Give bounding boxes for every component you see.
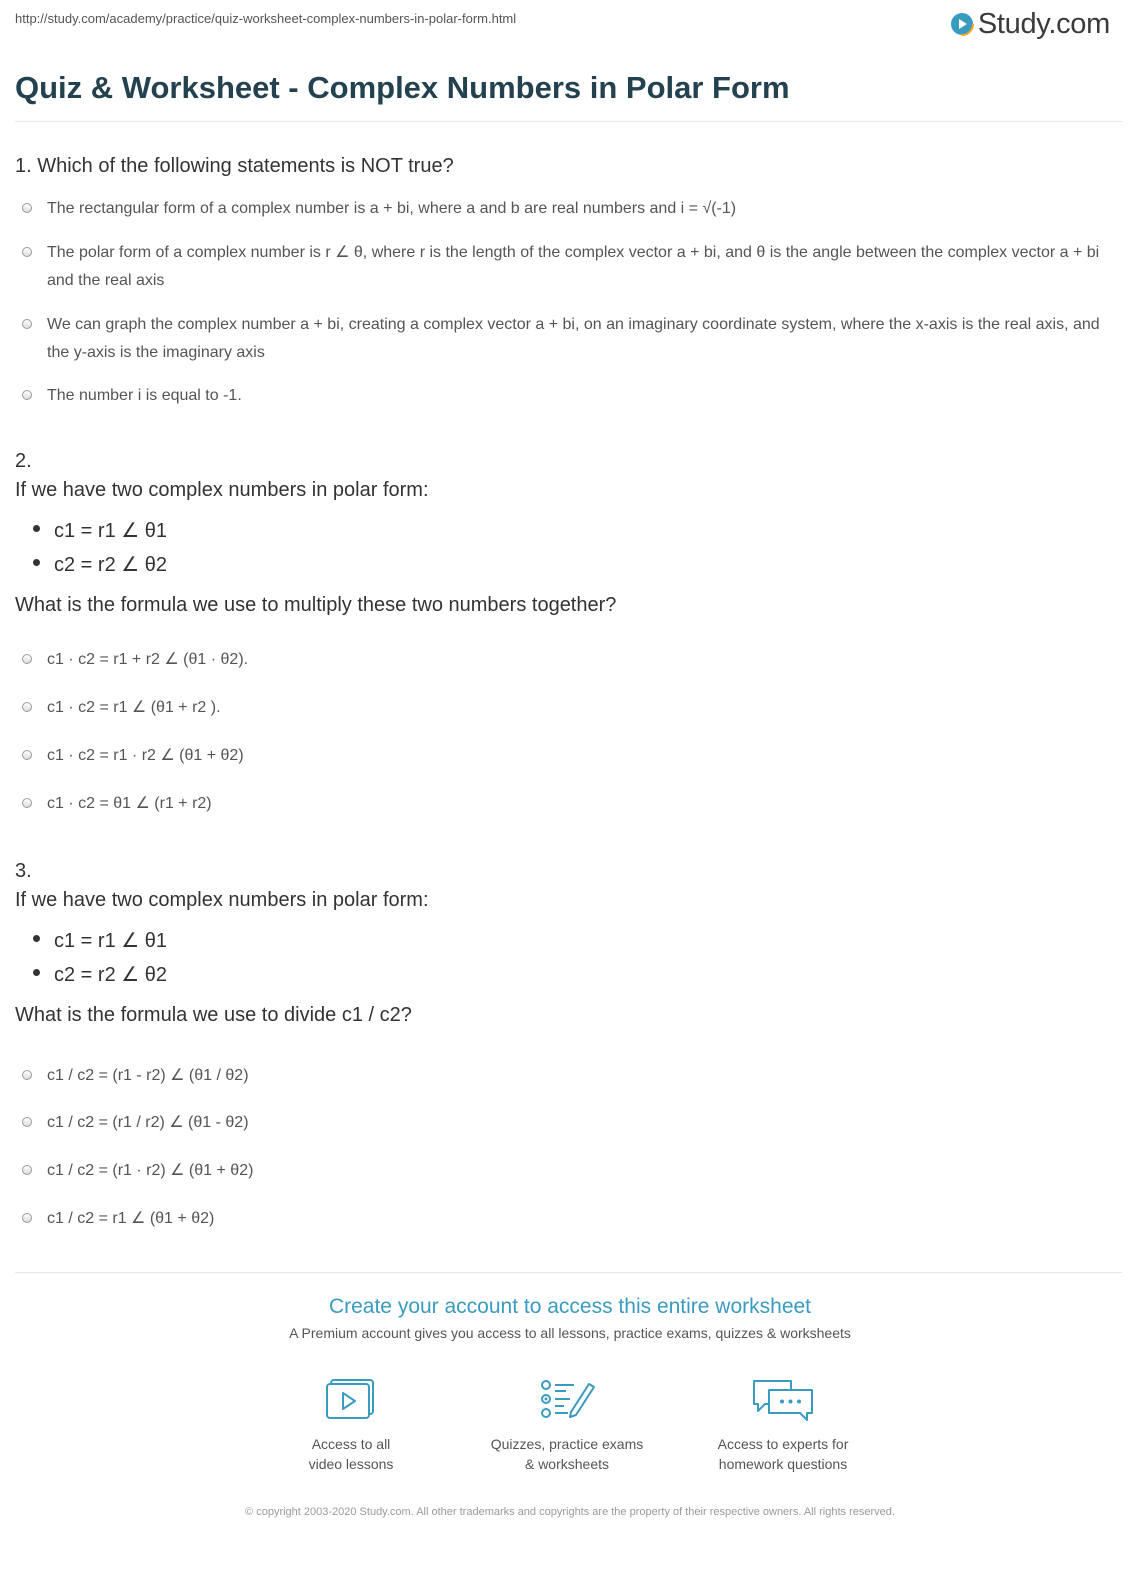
radio-button[interactable] (22, 654, 32, 664)
feature-video-lessons (251, 1378, 451, 1474)
feature-experts (683, 1378, 883, 1474)
bullet-dot (33, 935, 40, 942)
q1-option-2[interactable] (22, 239, 1122, 295)
question-2-number: 2. (15, 450, 32, 472)
option-text: c1 · c2 = r1 · r2 ∠ (θ1 + θ2) (47, 747, 244, 764)
option-text: c1 / c2 = r1 ∠ (θ1 + θ2) (47, 1210, 215, 1227)
feature-label-line-1: Quizzes, practice exams (490, 1436, 644, 1452)
option-text: c1 / c2 = (r1 - r2) ∠ (θ1 / θ2) (47, 1067, 249, 1084)
radio-button[interactable] (22, 1117, 32, 1127)
q3-bullet-1 (33, 928, 167, 953)
radio-button[interactable] (22, 247, 32, 257)
feature-quizzes (467, 1378, 667, 1474)
question-1-heading: 1. Which of the following statements is NOT true? (15, 155, 454, 177)
q3-option-1[interactable] (22, 1062, 1122, 1090)
bullet-text: c1 = r1 ∠ θ1 (54, 520, 167, 542)
bullet-dot (33, 525, 40, 532)
feature-label-line-2: homework questions (718, 1456, 848, 1472)
option-text: c1 / c2 = (r1 / r2) ∠ (θ1 - θ2) (47, 1114, 249, 1131)
question-3-prompt: What is the formula we use to divide c1 / c2? (15, 1004, 412, 1026)
feature-label (683, 1434, 883, 1474)
copyright-footer: © copyright 2003-2020 Study.com. All other trademarks and copyrights are the property of their respective owners. All rights reserved. (245, 1506, 895, 1518)
bullet-text: c1 = r1 ∠ θ1 (54, 930, 167, 952)
q1-option-3[interactable] (22, 311, 1122, 367)
q1-option-1[interactable] (22, 195, 1122, 223)
bullet-text: c2 = r2 ∠ θ2 (54, 554, 167, 576)
feature-label (467, 1434, 667, 1474)
option-text: The number i is equal to -1. (47, 387, 242, 404)
q2-bullet-2 (33, 552, 167, 577)
radio-button[interactable] (22, 1165, 32, 1175)
bullet-text: c2 = r2 ∠ θ2 (54, 964, 167, 986)
q3-bullet-2 (33, 962, 167, 987)
q3-option-3[interactable] (22, 1157, 1122, 1185)
option-text: c1 · c2 = r1 ∠ (θ1 + r2 ). (47, 699, 221, 716)
q2-bullet-1 (33, 518, 167, 543)
option-text: c1 · c2 = θ1 ∠ (r1 + r2) (47, 795, 212, 812)
radio-button[interactable] (22, 798, 32, 808)
q2-option-1[interactable] (22, 646, 1122, 674)
chat-bubbles-icon (751, 1378, 815, 1422)
radio-button[interactable] (22, 203, 32, 213)
page-title: Quiz & Worksheet - Complex Numbers in Polar Form (15, 70, 790, 105)
feature-label-line-1: Access to experts for (717, 1436, 849, 1452)
question-3-intro: If we have two complex numbers in polar form: (15, 889, 429, 911)
q3-option-2[interactable] (22, 1109, 1122, 1137)
radio-button[interactable] (22, 702, 32, 712)
q1-option-4[interactable] (22, 382, 1122, 410)
logo-text: Study.com (977, 7, 1110, 40)
quiz-checklist-icon (538, 1378, 596, 1422)
q2-option-4[interactable] (22, 790, 1122, 818)
cta-divider (15, 1272, 1122, 1273)
option-text: The rectangular form of a complex number is a + bi, where a and b are real numbers and i = √(-1) (47, 200, 737, 217)
video-lessons-icon (325, 1378, 377, 1422)
feature-label (251, 1434, 451, 1474)
question-2-prompt: What is the formula we use to multiply these two numbers together? (15, 594, 617, 616)
option-text: We can graph the complex number a + bi, creating a complex vector a + bi, on an imaginary coordinate system, where the x-axis is the real axis, and the y-axis is the imaginary axis (47, 316, 1100, 361)
radio-button[interactable] (22, 319, 32, 329)
question-3-number: 3. (15, 860, 32, 882)
page-url: http://study.com/academy/practice/quiz-worksheet-complex-numbers-in-polar-form.html (15, 11, 517, 26)
option-text: The polar form of a complex number is r ∠ θ, where r is the length of the complex vector a + bi, and θ is the angle between the complex vector a + bi and the real axis (47, 244, 1100, 289)
study-logo[interactable] (950, 7, 1110, 41)
radio-button[interactable] (22, 1213, 32, 1223)
q3-option-4[interactable] (22, 1205, 1122, 1233)
create-account-link[interactable]: Create your account to access this entire worksheet (328, 1295, 812, 1318)
q2-option-2[interactable] (22, 694, 1122, 722)
radio-button[interactable] (22, 390, 32, 400)
bullet-dot (33, 559, 40, 566)
feature-label-line-1: Access to all (311, 1436, 391, 1452)
cta-subtitle: A Premium account gives you access to all lessons, practice exams, quizzes & worksheets (289, 1325, 851, 1341)
feature-label-line-2: & worksheets (524, 1456, 610, 1472)
title-divider (15, 121, 1122, 122)
option-text: c1 / c2 = (r1 · r2) ∠ (θ1 + θ2) (47, 1162, 254, 1179)
q2-option-3[interactable] (22, 742, 1122, 770)
feature-label-line-2: video lessons (308, 1456, 394, 1472)
question-2-intro: If we have two complex numbers in polar form: (15, 479, 429, 501)
radio-button[interactable] (22, 1070, 32, 1080)
study-logo-icon (950, 12, 974, 36)
bullet-dot (33, 969, 40, 976)
option-text: c1 · c2 = r1 + r2 ∠ (θ1 · θ2). (47, 651, 249, 668)
radio-button[interactable] (22, 750, 32, 760)
